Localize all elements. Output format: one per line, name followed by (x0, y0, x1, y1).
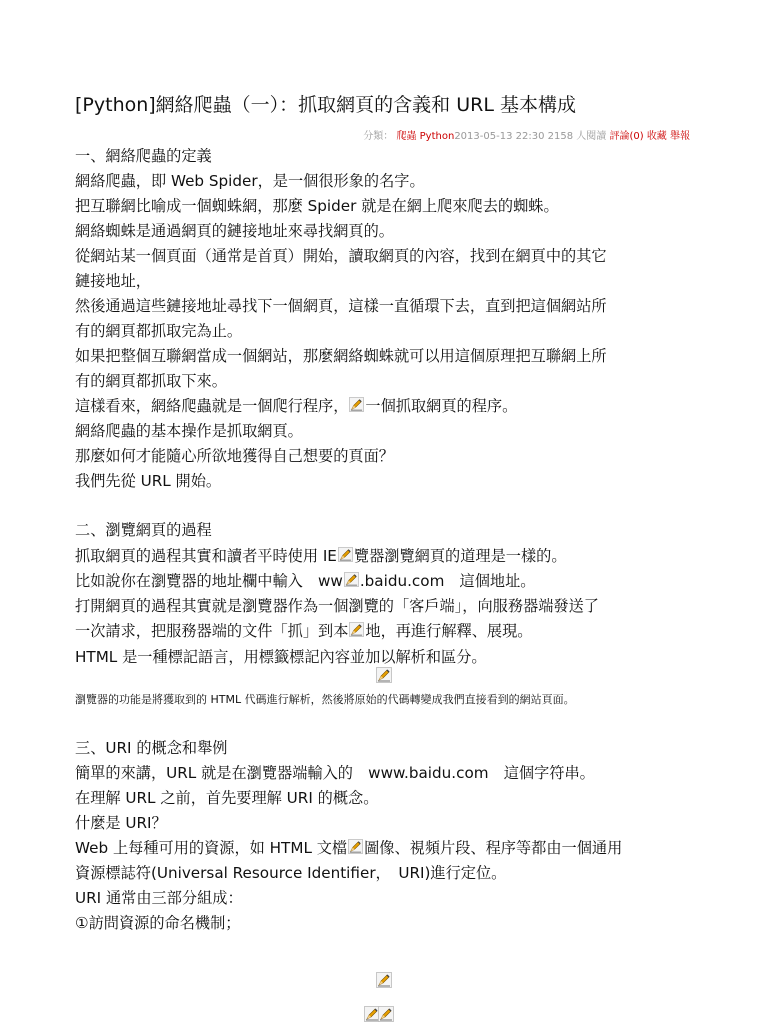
text-fragment: 地，再進行解釋、展現。 (365, 622, 533, 640)
paragraph-line: 在理解 URL 之前，首先要理解 URI 的概念。 (75, 789, 379, 807)
paragraph-line (75, 571, 536, 591)
text-fragment: 一次請求，把服務器端的文件「抓」到本 (75, 622, 349, 640)
text-fragment: 圖像、視頻片段、程序等都由一個通用 (364, 839, 623, 857)
paragraph-line: 網絡蜘蛛是通過網頁的鏈接地址來尋找網頁的。 (75, 222, 394, 240)
favorite-link[interactable]: 收藏 (646, 131, 667, 142)
text-fragment: .baidu.com 這個地址。 (359, 572, 536, 590)
article-meta (363, 127, 690, 142)
pencil-icon (349, 622, 364, 637)
paragraph-line: 打開網頁的過程其實就是瀏覽器作為一個瀏覽的「客戶端」，向服務器端發送了 (75, 597, 599, 615)
pencil-icon (376, 972, 392, 988)
section-heading-3: 三、URI 的概念和舉例 (75, 739, 228, 757)
paragraph-line: 然後通過這些鏈接地址尋找下一個網頁，這樣一直循環下去，直到把這個網站所 (75, 297, 607, 315)
paragraph-line: ①訪問資源的命名機制； (75, 914, 241, 932)
paragraph-line: 網絡爬蟲，即 Web Spider，是一個很形象的名字。 (75, 172, 425, 190)
paragraph-line (75, 621, 532, 641)
pencil-icon (344, 572, 359, 587)
view-count: 2158 人閱讀 (547, 131, 607, 142)
paragraph-line: 網絡爬蟲的基本操作是抓取網頁。 (75, 422, 303, 440)
pencil-icon (378, 1006, 394, 1022)
category-link[interactable]: 爬蟲 Python (396, 131, 455, 142)
paragraph-line: 我們先從 URL 開始。 (75, 472, 222, 490)
article-title: [Python]網絡爬蟲（一）：抓取網頁的含義和 URL 基本構成 (75, 94, 576, 116)
paragraph-line: 簡單的來講，URL 就是在瀏覽器端輸入的 www.baidu.com 這個字符串。 (75, 764, 595, 782)
comments-link[interactable]: 評論(0) (609, 131, 644, 142)
section-heading-1: 一、網絡爬蟲的定義 (75, 147, 212, 165)
text-fragment: 這樣看來，網絡爬蟲就是一個爬行程序， (75, 397, 349, 415)
category-label: 分類： (363, 131, 394, 142)
pencil-icon (376, 667, 392, 683)
paragraph-line: 有的網頁都抓取完為止。 (75, 322, 243, 340)
report-link[interactable]: 舉報 (670, 131, 690, 142)
pencil-icon (349, 397, 364, 412)
paragraph-line: 瀏覽器的功能是將獲取到的 HTML 代碼進行解析，然後將原始的代碼轉變成我們直接看到的網站頁面。 (75, 693, 575, 706)
post-date: 2013-05-13 22:30 (454, 131, 545, 142)
paragraph-line (75, 546, 567, 566)
paragraph-line (75, 838, 622, 858)
pencil-icon (338, 547, 353, 562)
pencil-icon (348, 839, 363, 854)
text-fragment: 覽器瀏覽網頁的道理是一樣的。 (353, 547, 567, 565)
paragraph-line: 有的網頁都抓取下來。 (75, 372, 227, 390)
paragraph-line: 從網站某一個頁面（通常是首頁）開始，讀取網頁的內容，找到在網頁中的其它 (75, 247, 607, 265)
text-fragment: 抓取網頁的過程其實和讀者平時使用 IE (75, 547, 337, 565)
text-fragment: 一個抓取網頁的程序。 (365, 397, 518, 415)
paragraph-line: 資源標誌符(Universal Resource Identifier， URI)進行定位。 (75, 864, 507, 882)
text-fragment: Web 上每種可用的資源，如 HTML 文檔 (75, 839, 348, 857)
section-heading-2: 二、瀏覽網頁的過程 (75, 521, 212, 539)
paragraph-line: URI 通常由三部分組成： (75, 889, 243, 907)
paragraph-line: HTML 是一種標記語言，用標籤標記內容並加以解析和區分。 (75, 648, 487, 666)
paragraph-line (75, 396, 517, 416)
paragraph-line: 那麼如何才能隨心所欲地獲得自己想要的頁面？ (75, 447, 394, 465)
text-fragment: 比如說你在瀏覽器的地址欄中輸入 ww (75, 572, 343, 590)
paragraph-line: 鏈接地址， (75, 272, 151, 290)
paragraph-line: 把互聯網比喻成一個蜘蛛網，那麼 Spider 就是在網上爬來爬去的蜘蛛。 (75, 197, 559, 215)
paragraph-line: 什麼是 URI？ (75, 814, 167, 832)
paragraph-line: 如果把整個互聯網當成一個網站，那麼網絡蜘蛛就可以用這個原理把互聯網上所 (75, 347, 607, 365)
